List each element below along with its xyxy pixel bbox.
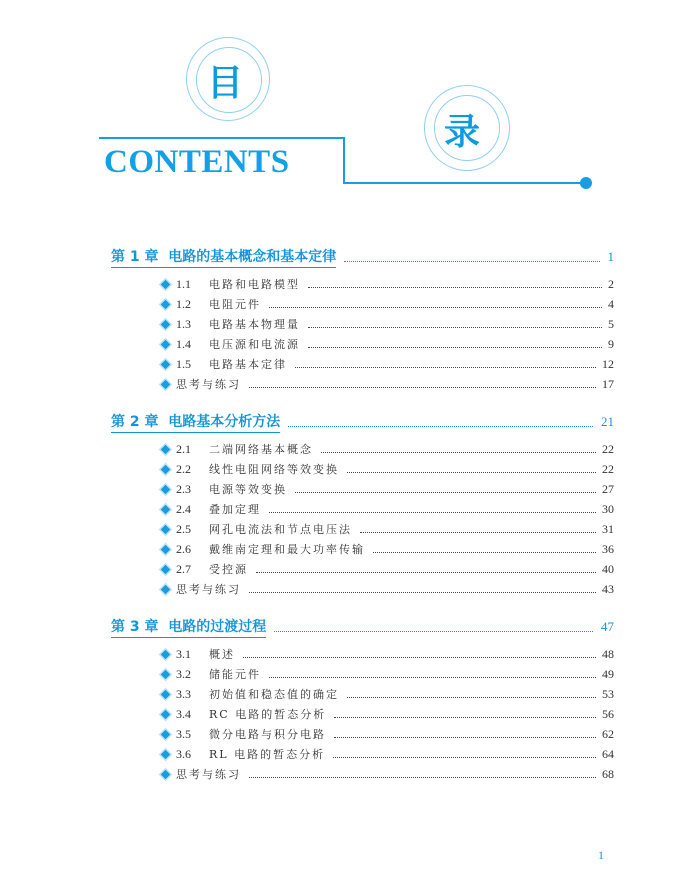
- section-title: 线性电阻网络等效变换: [209, 463, 339, 476]
- section-title: 电压源和电流源: [209, 338, 300, 351]
- diamond-bullet-icon: [161, 584, 171, 594]
- section-page: 5: [608, 316, 614, 331]
- toc-entry[interactable]: [111, 459, 614, 479]
- section-page: 4: [608, 296, 614, 311]
- section-page: 17: [602, 376, 614, 391]
- section-title: 电路基本物理量: [209, 318, 300, 331]
- section-title: 电路基本定律: [209, 358, 287, 371]
- section-title: 网孔电流法和节点电压法: [209, 523, 352, 536]
- chapter-title: 第 2 章 电路基本分析方法: [111, 411, 280, 433]
- section-page: 43: [602, 581, 614, 596]
- dot-leader: [308, 287, 602, 288]
- section-title: 思考与练习: [176, 768, 241, 781]
- dot-leader: [308, 327, 602, 328]
- diamond-bullet-icon: [161, 444, 171, 454]
- section-title: 思考与练习: [176, 583, 241, 596]
- toc-entry[interactable]: [111, 294, 614, 314]
- section-title: 叠加定理: [209, 503, 261, 516]
- section-page: 53: [602, 686, 614, 701]
- diamond-bullet-icon: [161, 649, 171, 659]
- section-number: 2.2: [176, 461, 191, 476]
- chapter-heading[interactable]: [111, 616, 614, 638]
- toc-entry[interactable]: [111, 704, 614, 724]
- toc-entry[interactable]: [111, 579, 614, 599]
- toc-entry[interactable]: [111, 334, 614, 354]
- title-char-mu: 目: [207, 62, 244, 104]
- toc-entry[interactable]: [111, 644, 614, 664]
- contents-heading: CONTENTS: [104, 144, 290, 180]
- dot-leader: [334, 717, 596, 718]
- diamond-bullet-icon: [161, 299, 171, 309]
- dot-leader: [333, 757, 596, 758]
- section-title: 微分电路与积分电路: [209, 728, 326, 741]
- section-title: 电路和电路模型: [209, 278, 300, 291]
- section-title: 初始值和稳态值的确定: [209, 688, 339, 701]
- toc-entry[interactable]: [111, 764, 614, 784]
- dot-leader: [243, 657, 596, 658]
- dot-leader: [334, 737, 596, 738]
- toc-entry[interactable]: [111, 274, 614, 294]
- section-list: [111, 439, 614, 599]
- dot-leader: [308, 347, 602, 348]
- section-page: 36: [602, 541, 614, 556]
- dot-leader: [344, 261, 599, 262]
- chapter-page: 47: [601, 619, 614, 634]
- section-number: 2.5: [176, 521, 191, 536]
- section-page: 48: [602, 646, 614, 661]
- section-page: 68: [602, 766, 614, 781]
- dot-leader: [321, 452, 596, 453]
- section-title: 戴维南定理和最大功率传输: [209, 543, 365, 556]
- dot-leader: [295, 492, 596, 493]
- section-page: 64: [602, 746, 614, 761]
- section-number: 3.5: [176, 726, 191, 741]
- section-number: 2.6: [176, 541, 191, 556]
- section-number: 2.4: [176, 501, 191, 516]
- diamond-bullet-icon: [161, 564, 171, 574]
- page-number: 1: [598, 848, 604, 862]
- dot-leader: [256, 572, 596, 573]
- section-page: 31: [602, 521, 614, 536]
- diamond-bullet-icon: [161, 279, 171, 289]
- chapter-heading[interactable]: [111, 411, 614, 433]
- section-number: 1.4: [176, 336, 191, 351]
- section-page: 56: [602, 706, 614, 721]
- table-of-contents: [111, 246, 614, 801]
- toc-entry[interactable]: [111, 374, 614, 394]
- section-title: 储能元件: [209, 668, 261, 681]
- section-page: 30: [602, 501, 614, 516]
- toc-entry[interactable]: [111, 314, 614, 334]
- section-number: 3.6: [176, 746, 191, 761]
- diamond-bullet-icon: [161, 544, 171, 554]
- section-number: 3.1: [176, 646, 191, 661]
- chapter-title: 第 1 章 电路的基本概念和基本定律: [111, 246, 336, 268]
- section-title: 思考与练习: [176, 378, 241, 391]
- section-number: 3.4: [176, 706, 191, 721]
- dot-leader: [347, 472, 596, 473]
- diamond-bullet-icon: [161, 769, 171, 779]
- section-page: 27: [602, 481, 614, 496]
- title-char-lu: 录: [444, 111, 481, 153]
- dot-leader: [249, 592, 596, 593]
- toc-entry[interactable]: [111, 439, 614, 459]
- toc-entry[interactable]: [111, 354, 614, 374]
- diamond-bullet-icon: [161, 749, 171, 759]
- toc-entry[interactable]: [111, 539, 614, 559]
- toc-entry[interactable]: [111, 724, 614, 744]
- section-title: 受控源: [209, 563, 248, 576]
- section-page: 40: [602, 561, 614, 576]
- section-number: 3.2: [176, 666, 191, 681]
- divider-line: [343, 182, 586, 184]
- dot-leader: [274, 631, 593, 632]
- toc-entry[interactable]: [111, 559, 614, 579]
- section-number: 1.3: [176, 316, 191, 331]
- dot-leader: [249, 387, 596, 388]
- chapter-page: 1: [607, 249, 614, 264]
- divider-line: [343, 137, 345, 182]
- chapter-title: 第 3 章 电路的过渡过程: [111, 616, 266, 638]
- section-page: 2: [608, 276, 614, 291]
- section-number: 1.2: [176, 296, 191, 311]
- dot-leader: [269, 307, 602, 308]
- section-title: RC 电路的暂态分析: [209, 708, 327, 721]
- section-number: 2.3: [176, 481, 191, 496]
- section-page: 9: [608, 336, 614, 351]
- toc-entry[interactable]: [111, 479, 614, 499]
- diamond-bullet-icon: [161, 464, 171, 474]
- section-list: [111, 274, 614, 394]
- section-title: 概述: [209, 648, 235, 661]
- section-number: 2.1: [176, 441, 191, 456]
- section-title: RL 电路的暂态分析: [209, 748, 326, 761]
- dot-leader: [347, 697, 596, 698]
- diamond-bullet-icon: [161, 359, 171, 369]
- dot-leader: [249, 777, 596, 778]
- section-page: 22: [602, 441, 614, 456]
- section-number: 1.1: [176, 276, 191, 291]
- section-page: 62: [602, 726, 614, 741]
- section-number: 1.5: [176, 356, 191, 371]
- section-page: 12: [602, 356, 614, 371]
- section-number: 2.7: [176, 561, 191, 576]
- toc-entry[interactable]: [111, 744, 614, 764]
- diamond-bullet-icon: [161, 669, 171, 679]
- dot-leader: [288, 426, 593, 427]
- toc-entry[interactable]: [111, 499, 614, 519]
- section-page: 22: [602, 461, 614, 476]
- diamond-bullet-icon: [161, 689, 171, 699]
- dot-leader: [269, 512, 596, 513]
- section-title: 电源等效变换: [209, 483, 287, 496]
- diamond-bullet-icon: [161, 319, 171, 329]
- section-title: 二端网络基本概念: [209, 443, 313, 456]
- dot-leader: [373, 552, 596, 553]
- diamond-bullet-icon: [161, 524, 171, 534]
- diamond-bullet-icon: [161, 339, 171, 349]
- divider-line: [99, 137, 344, 139]
- chapter-heading[interactable]: [111, 246, 614, 268]
- section-page: 49: [602, 666, 614, 681]
- chapter-page: 21: [601, 414, 614, 429]
- diamond-bullet-icon: [161, 709, 171, 719]
- line-end-dot: [580, 177, 592, 189]
- toc-entry[interactable]: [111, 684, 614, 704]
- toc-entry[interactable]: [111, 519, 614, 539]
- dot-leader: [295, 367, 596, 368]
- section-title: 电阻元件: [209, 298, 261, 311]
- diamond-bullet-icon: [161, 504, 171, 514]
- diamond-bullet-icon: [161, 379, 171, 389]
- diamond-bullet-icon: [161, 729, 171, 739]
- section-list: [111, 644, 614, 784]
- dot-leader: [360, 532, 596, 533]
- diamond-bullet-icon: [161, 484, 171, 494]
- toc-entry[interactable]: [111, 664, 614, 684]
- section-number: 3.3: [176, 686, 191, 701]
- dot-leader: [269, 677, 596, 678]
